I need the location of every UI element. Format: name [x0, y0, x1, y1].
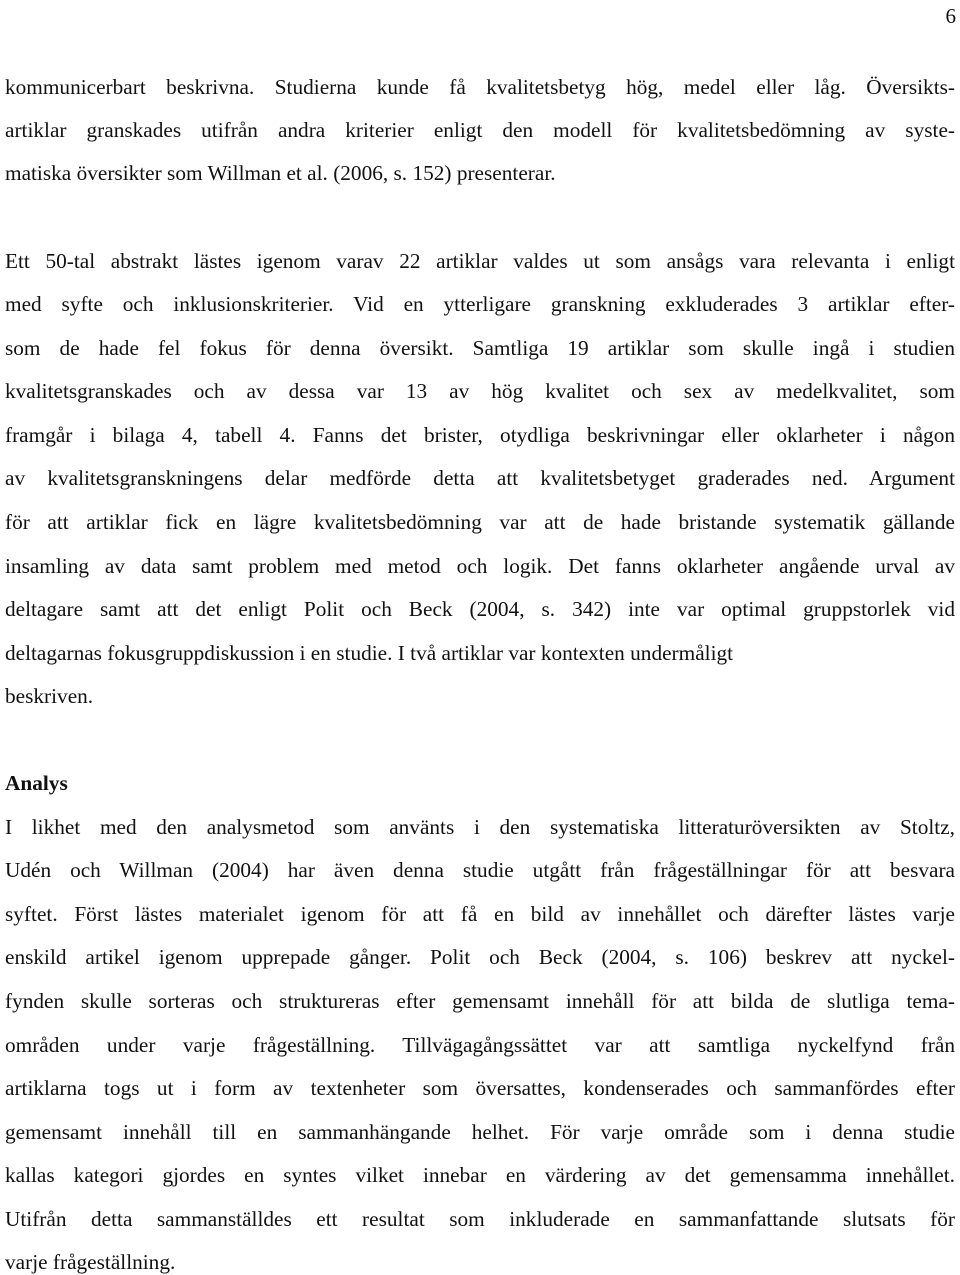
text-line: för att artiklar fick en lägre kvalitetsbedömning var att de hade bristande systematik gällande — [5, 510, 955, 534]
text-line: beskriven. — [5, 684, 94, 708]
text-line: matiska översikter som Willman et al. (2006, s. 152) presenterar. — [5, 161, 556, 185]
text-line: gemensamt innehåll till en sammanhängande helhet. För varje område som i denna studie — [5, 1120, 955, 1144]
text-line: Ett 50-tal abstrakt lästes igenom varav 22 artiklar valdes ut som ansågs vara relevanta i enligt — [5, 249, 955, 273]
text-line: med syfte och inklusionskriterier. Vid en ytterligare granskning exkluderades 3 artiklar efter- — [5, 292, 955, 316]
text-line: kallas kategori gjordes en syntes vilket innebar en värdering av det gemensamma innehållet. — [5, 1163, 955, 1187]
section-heading: Analys — [5, 771, 68, 795]
text-line: Utifrån detta sammanställdes ett resultat som inkluderade en sammanfattande slutsats för — [5, 1207, 955, 1231]
text-line: varje frågeställning. — [5, 1250, 176, 1274]
text-line: enskild artikel igenom upprepade gånger. Polit och Beck (2004, s. 106) beskrev att nyckel- — [5, 945, 955, 969]
text-line: insamling av data samt problem med metod och logik. Det fanns oklarheter angående urval av — [5, 554, 955, 578]
text-line: deltagare samt att det enligt Polit och Beck (2004, s. 342) inte var optimal gruppstorlek vid — [5, 597, 955, 621]
text-line: deltagarnas fokusgruppdiskussion i en studie. I två artiklar var kontexten undermåligt — [5, 641, 734, 665]
text-line: fynden skulle sorteras och struktureras efter gemensamt innehåll för att bilda de slutliga tema- — [5, 989, 955, 1013]
text-line: syftet. Först lästes materialet igenom för att få en bild av innehållet och därefter lästes varje — [5, 902, 955, 926]
text-line: artiklarna togs ut i form av textenheter som översattes, kondenserades och sammanfördes efter — [5, 1076, 955, 1100]
page-number: 6 — [945, 4, 956, 28]
text-line: av kvalitetsgranskningens delar medförde detta att kvalitetsbetyget graderades ned. Argument — [5, 466, 955, 490]
text-line: kvalitetsgranskades och av dessa var 13 av hög kvalitet och sex av medelkvalitet, som — [5, 379, 955, 403]
text-line: områden under varje frågeställning. Tillvägagångssättet var att samtliga nyckelfynd från — [5, 1033, 955, 1057]
text-line: framgår i bilaga 4, tabell 4. Fanns det brister, otydliga beskrivningar eller oklarheter i någon — [5, 423, 955, 447]
text-line: Udén och Willman (2004) har även denna studie utgått från frågeställningar för att besvara — [5, 858, 955, 882]
text-line: som de hade fel fokus för denna översikt. Samtliga 19 artiklar som skulle ingå i studien — [5, 336, 955, 360]
text-line: artiklar granskades utifrån andra kriterier enligt den modell för kvalitetsbedömning av syste- — [5, 118, 955, 142]
text-line: kommunicerbart beskrivna. Studierna kunde få kvalitetsbetyg hög, medel eller låg. Översikts- — [5, 75, 955, 99]
text-line: I likhet med den analysmetod som använts i den systematiska litteraturöversikten av Stoltz, — [5, 815, 955, 839]
